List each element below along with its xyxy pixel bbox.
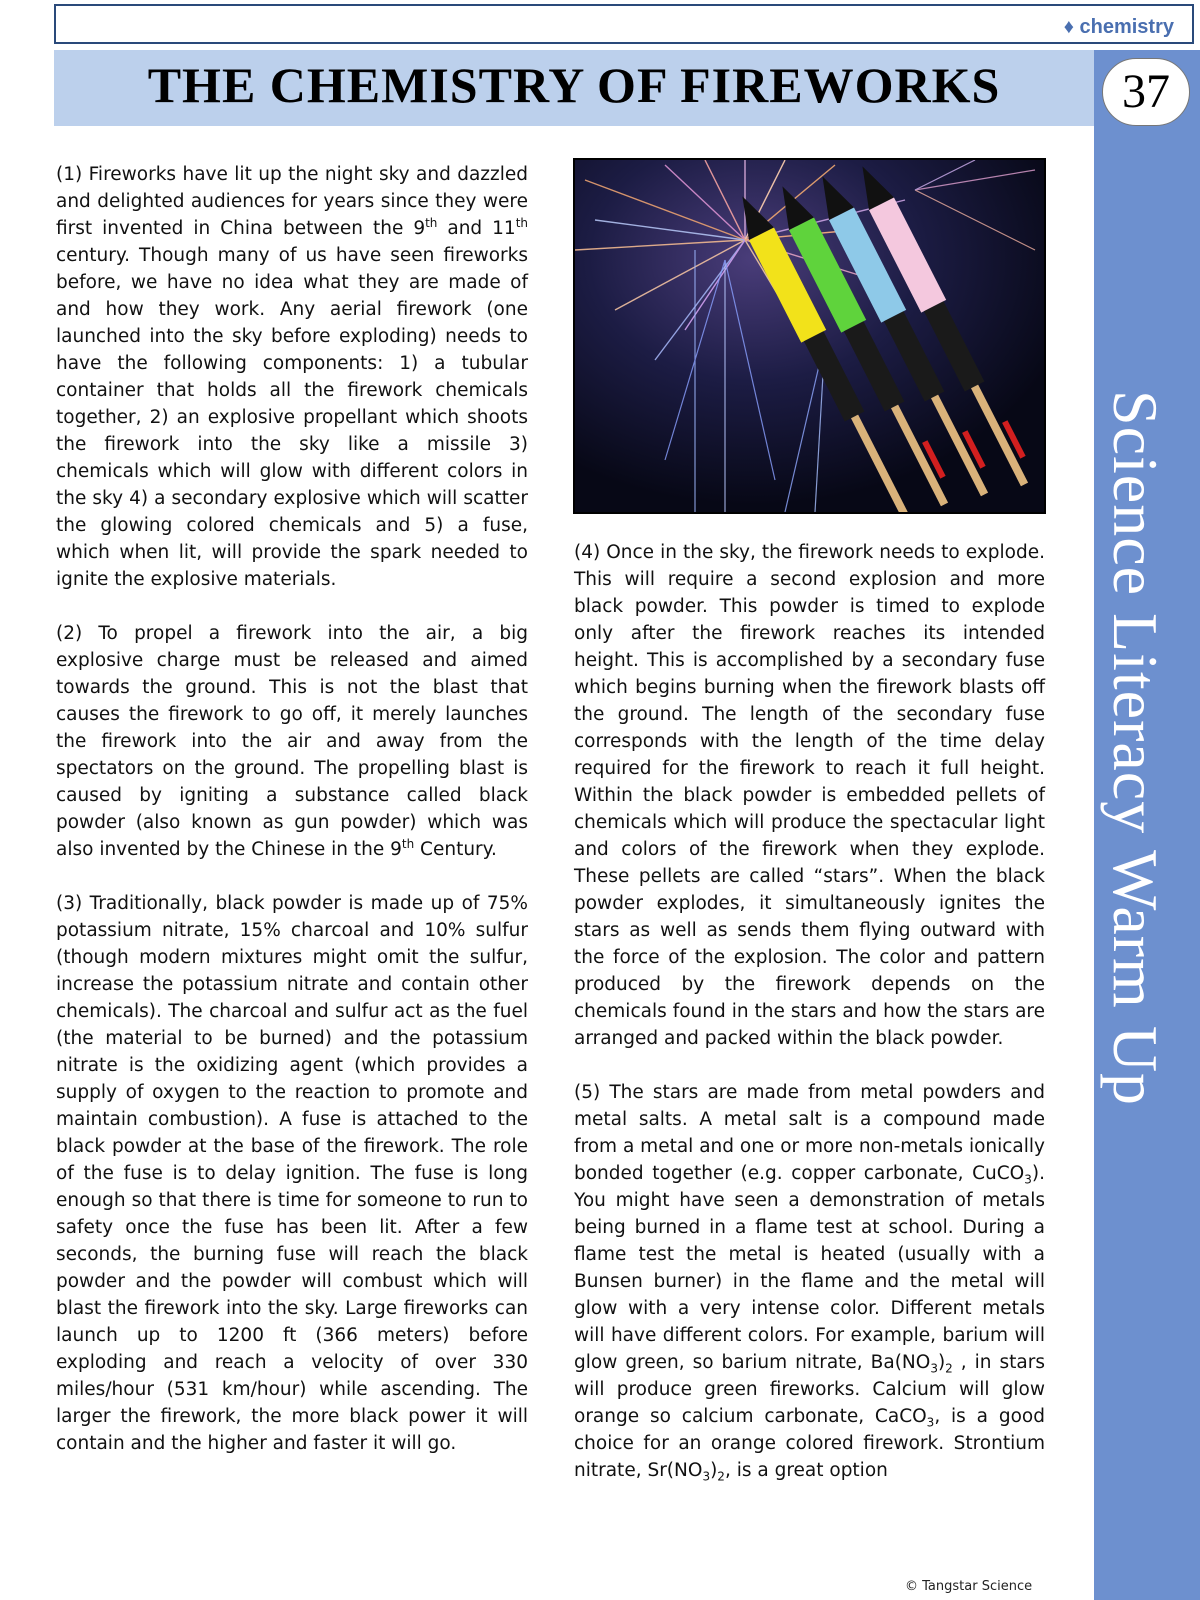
paragraph-3: (3) Traditionally, black powder is made up of 75% potassium nitrate, 15% charcoal and 10% sulfur (though modern mixtures might omit the sulfur, increase the potassium nitrate and contain other chemicals). The charcoal and sulfur act as the fuel (the material to be burned) and the potassium nitrate is the oxidizing agent (which provides a supply of oxygen to the reaction to promote and maintain combustion). A fuse is attached to the black powder at the base of the firework. The role of the fuse is to delay ignition. The fuse is long enough so that there is time for someone to run to safety once the fuse has been lit. After a few seconds, the burning fuse will reach the black powder and the powder will combust which will blast the firework into the sky. Large fireworks can launch up to 1200 ft (366 meters) before exploding and reach a velocity of over 330 miles/hour (531 km/hour) while ascending. The larger the firework, the more black power it will contain and the higher and faster it will go. <box>56 893 528 1454</box>
series-title: Science Literacy Warm Up <box>1100 390 1171 1107</box>
top-rule-box <box>54 4 1194 44</box>
paragraph-1: (1) Fireworks have lit up the night sky and dazzled and delighted audiences for years since they were first invented in China between the 9th and 11th century. Though many of us have seen fireworks before, we have no idea what they are made of and how they work. Any aerial firework (one launched into the sky before exploding) needs to have the following components: 1) a tubular container that holds all the firework chemicals together, 2) an explosive propellant which shoots the firework into the sky like a missile 3) chemicals which will glow with different colors in the sky 4) a secondary explosive which will scatter the glowing colored chemicals and 5) a fuse, which when lit, will provide the spark needed to ignite the explosive materials. <box>56 164 528 590</box>
fireworks-rockets-photo <box>573 158 1046 514</box>
page-number-badge: 37 <box>1102 58 1190 126</box>
left-column <box>56 161 528 1484</box>
copyright-notice: © Tangstar Science <box>905 1579 1033 1594</box>
paragraph-4: (4) Once in the sky, the firework needs to explode. This will require a second explosion and more black powder. This powder is timed to explode only after the firework reaches its intended height. This is accomplished by a secondary fuse which begins burning when the firework blasts off the ground. The length of the secondary fuse corresponds with the length of the time delay required for the firework to reach it full height. Within the black powder is embedded pellets of chemicals which will produce the spectacular light and colors of the firework when they explode. These pellets are called “stars”. When the black powder explodes, it simultaneously ignites the stars as well as sends them flying outward with the force of the explosion. The color and pattern produced by the firework depends on the chemicals found in the stars and how the stars are arranged and packed within the black powder. <box>574 542 1045 1049</box>
topic-label: ♦ chemistry <box>1063 16 1174 38</box>
page-title: THE CHEMISTRY OF FIREWORKS <box>147 57 1001 113</box>
fireworks-illustration <box>575 160 1044 512</box>
paragraph-2: (2) To propel a firework into the air, a big explosive charge must be released and aimed towards the ground. This is not the blast that causes the firework to go off, it merely launches the firework into the air and away from the spectators on the ground. The propelling blast is caused by igniting a substance called black powder (also known as gun powder) which was also invented by the Chinese in the 9th Century. <box>56 623 528 860</box>
paragraph-5: (5) The stars are made from metal powders and metal salts. A metal salt is a compound made from a metal and one or more non-metals ionically bonded together (e.g. copper carbonate, CuCO$_3$). You might have seen a demonstration of metals being burned in a flame test at school. During a flame test the metal is heated (usually with a Bunsen burner) in the flame and the metal will glow with a very intense color. Different metals will have different colors. For example, barium will glow green, so barium nitrate, $Ba(NO_3)_2$ , in stars will produce green fireworks. Calcium will glow orange so calcium carbonate, CaCO$_3$, is a good choice for an orange colored firework. Strontium nitrate, $Sr(NO_3)_2$, is a great option <box>574 1082 1045 1484</box>
right-column <box>574 539 1045 1511</box>
title-band <box>54 50 1094 126</box>
